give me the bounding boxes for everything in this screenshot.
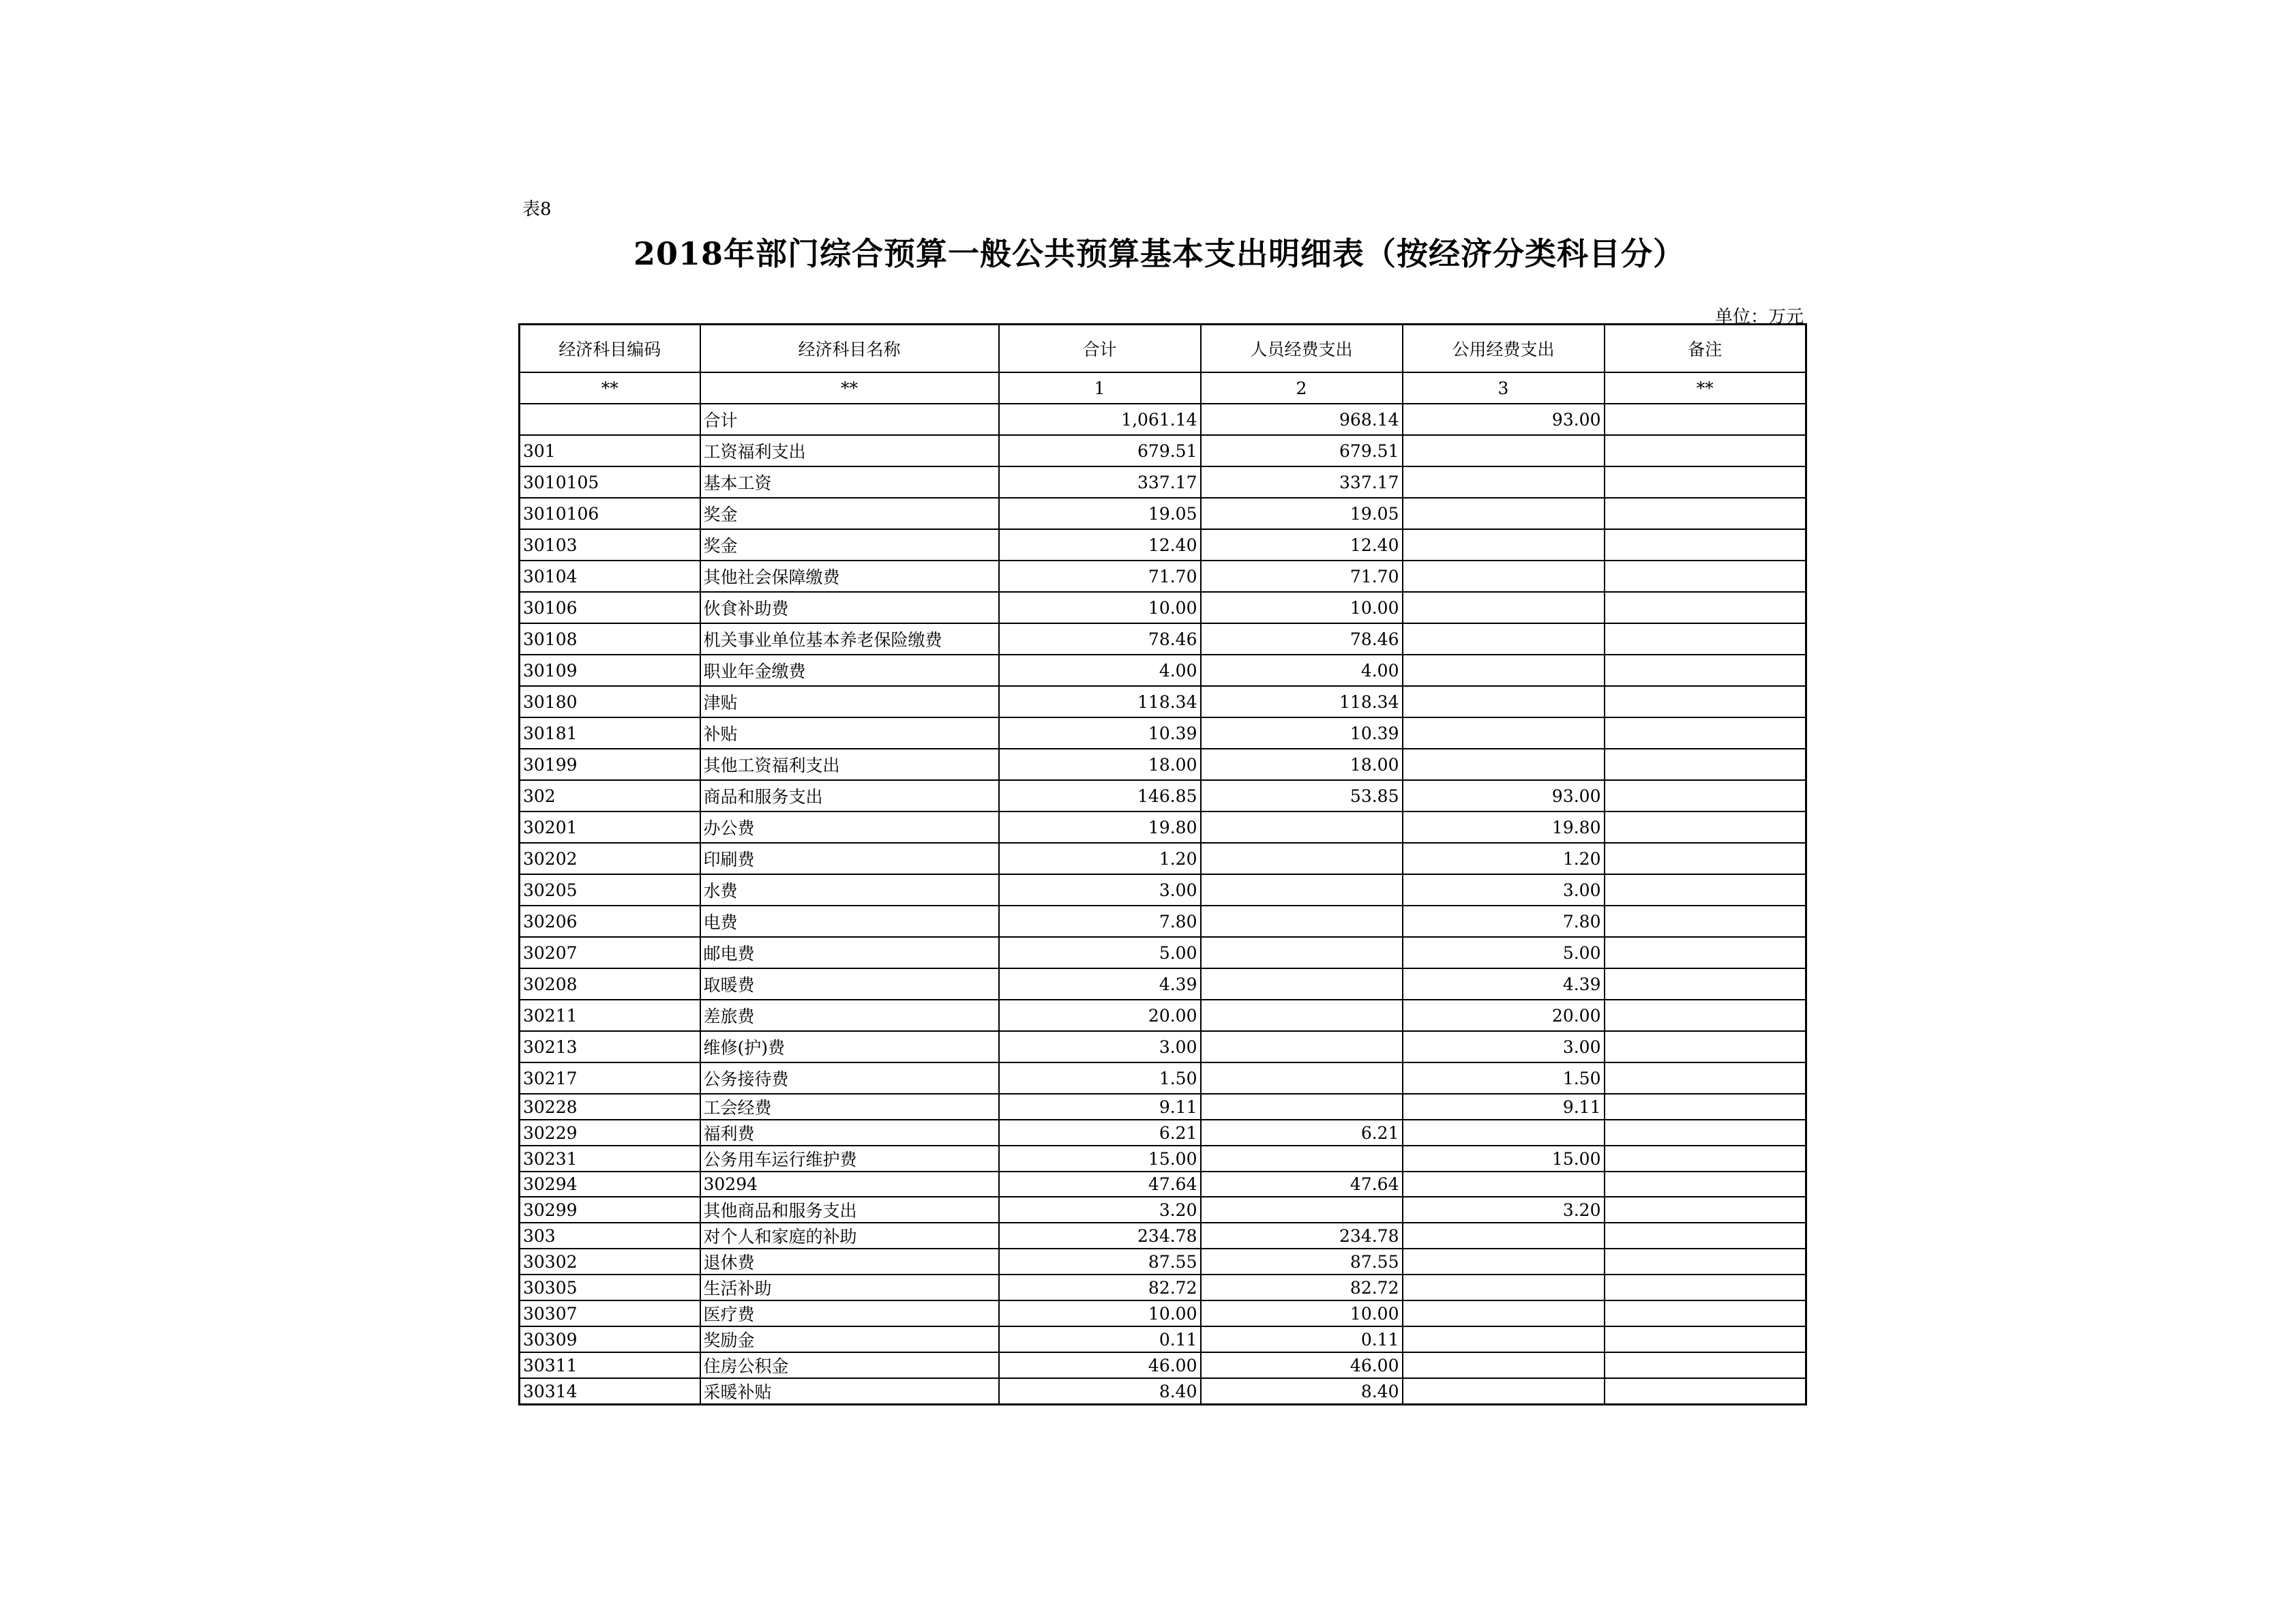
public-cell: 7.80	[1403, 906, 1605, 937]
code-cell: 30211	[520, 1000, 700, 1031]
table-row	[520, 1197, 1806, 1223]
note-cell	[1605, 623, 1806, 655]
personnel-cell: 53.85	[1201, 780, 1403, 812]
note-cell	[1605, 1146, 1806, 1172]
name-cell: 机关事业单位基本养老保险缴费	[700, 623, 999, 655]
personnel-cell	[1201, 812, 1403, 843]
table-row	[520, 906, 1806, 937]
public-cell: 3.20	[1403, 1197, 1605, 1223]
public-cell	[1403, 435, 1605, 466]
name-cell: 工会经费	[700, 1094, 999, 1120]
name-cell: 维修(护)费	[700, 1031, 999, 1062]
table-row	[520, 686, 1806, 717]
public-cell: 5.00	[1403, 937, 1605, 968]
table-row	[520, 435, 1806, 466]
public-cell	[1403, 623, 1605, 655]
total-cell: 15.00	[999, 1146, 1201, 1172]
public-cell	[1403, 1300, 1605, 1326]
name-cell: 公务用车运行维护费	[700, 1146, 999, 1172]
note-cell	[1605, 561, 1806, 592]
name-cell: 退休费	[700, 1249, 999, 1275]
total-cell: 7.80	[999, 906, 1201, 937]
personnel-cell: 968.14	[1201, 404, 1403, 435]
note-cell	[1605, 1326, 1806, 1352]
code-cell: 30213	[520, 1031, 700, 1062]
table-row	[520, 1000, 1806, 1031]
personnel-cell: 82.72	[1201, 1275, 1403, 1300]
public-cell: 93.00	[1403, 404, 1605, 435]
public-cell: 1.50	[1403, 1062, 1605, 1094]
total-cell: 46.00	[999, 1352, 1201, 1378]
personnel-cell: 0.11	[1201, 1326, 1403, 1352]
name-cell: 奖金	[700, 529, 999, 561]
public-cell	[1403, 1249, 1605, 1275]
code-cell: 302	[520, 780, 700, 812]
personnel-cell: 12.40	[1201, 529, 1403, 561]
column-index-cell: **	[700, 372, 999, 404]
note-cell	[1605, 1172, 1806, 1197]
column-header-note: 备注	[1605, 325, 1806, 373]
table-row	[520, 1223, 1806, 1249]
code-cell: 30201	[520, 812, 700, 843]
note-cell	[1605, 1094, 1806, 1120]
code-cell: 301	[520, 435, 700, 466]
total-cell: 146.85	[999, 780, 1201, 812]
table-row	[520, 1120, 1806, 1146]
column-index-cell: **	[1605, 372, 1806, 404]
total-cell: 3.00	[999, 1031, 1201, 1062]
note-cell	[1605, 1378, 1806, 1405]
name-cell: 生活补助	[700, 1275, 999, 1300]
table-row	[520, 1062, 1806, 1094]
table-row	[520, 498, 1806, 529]
note-cell	[1605, 1300, 1806, 1326]
name-cell: 职业年金缴费	[700, 655, 999, 686]
personnel-cell: 18.00	[1201, 749, 1403, 780]
note-cell	[1605, 937, 1806, 968]
personnel-cell: 19.05	[1201, 498, 1403, 529]
code-cell: 30231	[520, 1146, 700, 1172]
personnel-cell: 47.64	[1201, 1172, 1403, 1197]
total-cell: 0.11	[999, 1326, 1201, 1352]
name-cell: 其他工资福利支出	[700, 749, 999, 780]
table-row	[520, 1352, 1806, 1378]
table-row	[520, 717, 1806, 749]
personnel-cell: 71.70	[1201, 561, 1403, 592]
personnel-cell: 46.00	[1201, 1352, 1403, 1378]
personnel-cell	[1201, 937, 1403, 968]
column-header-public: 公用经费支出	[1403, 325, 1605, 373]
note-cell	[1605, 435, 1806, 466]
note-cell	[1605, 592, 1806, 623]
table-row	[520, 1300, 1806, 1326]
code-cell: 30294	[520, 1172, 700, 1197]
note-cell	[1605, 466, 1806, 498]
public-cell	[1403, 1120, 1605, 1146]
table-row	[520, 1172, 1806, 1197]
name-cell: 水费	[700, 874, 999, 906]
code-cell: 30108	[520, 623, 700, 655]
public-cell	[1403, 529, 1605, 561]
total-cell: 47.64	[999, 1172, 1201, 1197]
table-row	[520, 466, 1806, 498]
public-cell	[1403, 561, 1605, 592]
code-cell: 30207	[520, 937, 700, 968]
budget-table	[518, 323, 1807, 1405]
total-cell: 679.51	[999, 435, 1201, 466]
name-cell: 其他商品和服务支出	[700, 1197, 999, 1223]
personnel-cell: 6.21	[1201, 1120, 1403, 1146]
code-cell: 30180	[520, 686, 700, 717]
total-cell: 19.80	[999, 812, 1201, 843]
note-cell	[1605, 812, 1806, 843]
personnel-cell	[1201, 1094, 1403, 1120]
name-cell: 医疗费	[700, 1300, 999, 1326]
table-row	[520, 1326, 1806, 1352]
name-cell: 住房公积金	[700, 1352, 999, 1378]
note-cell	[1605, 1000, 1806, 1031]
code-cell: 30229	[520, 1120, 700, 1146]
personnel-cell: 78.46	[1201, 623, 1403, 655]
note-cell	[1605, 1062, 1806, 1094]
total-cell: 1.50	[999, 1062, 1201, 1094]
table-row	[520, 623, 1806, 655]
total-cell: 87.55	[999, 1249, 1201, 1275]
table-row	[520, 592, 1806, 623]
total-cell: 5.00	[999, 937, 1201, 968]
personnel-cell: 10.00	[1201, 1300, 1403, 1326]
column-index-cell: **	[520, 372, 700, 404]
column-index-row	[520, 372, 1806, 404]
note-cell	[1605, 1275, 1806, 1300]
personnel-cell: 337.17	[1201, 466, 1403, 498]
total-cell: 18.00	[999, 749, 1201, 780]
code-cell	[520, 404, 700, 435]
code-cell: 30205	[520, 874, 700, 906]
personnel-cell	[1201, 1000, 1403, 1031]
code-cell: 30206	[520, 906, 700, 937]
table-row	[520, 404, 1806, 435]
personnel-cell	[1201, 1197, 1403, 1223]
table-row	[520, 655, 1806, 686]
public-cell	[1403, 1275, 1605, 1300]
public-cell: 93.00	[1403, 780, 1605, 812]
note-cell	[1605, 1031, 1806, 1062]
code-cell: 3010105	[520, 466, 700, 498]
public-cell: 9.11	[1403, 1094, 1605, 1120]
code-cell: 30299	[520, 1197, 700, 1223]
personnel-cell	[1201, 906, 1403, 937]
note-cell	[1605, 686, 1806, 717]
public-cell: 1.20	[1403, 843, 1605, 874]
name-cell: 差旅费	[700, 1000, 999, 1031]
public-cell	[1403, 686, 1605, 717]
column-index-cell: 3	[1403, 372, 1605, 404]
total-cell: 6.21	[999, 1120, 1201, 1146]
name-cell: 工资福利支出	[700, 435, 999, 466]
code-cell: 30217	[520, 1062, 700, 1094]
name-cell: 30294	[700, 1172, 999, 1197]
total-cell: 78.46	[999, 623, 1201, 655]
code-cell: 30311	[520, 1352, 700, 1378]
table-row	[520, 812, 1806, 843]
table-row	[520, 749, 1806, 780]
total-cell: 234.78	[999, 1223, 1201, 1249]
name-cell: 其他社会保障缴费	[700, 561, 999, 592]
public-cell	[1403, 655, 1605, 686]
public-cell: 19.80	[1403, 812, 1605, 843]
table-body	[520, 404, 1806, 1405]
note-cell	[1605, 906, 1806, 937]
name-cell: 印刷费	[700, 843, 999, 874]
name-cell: 基本工资	[700, 466, 999, 498]
personnel-cell	[1201, 1031, 1403, 1062]
total-cell: 3.20	[999, 1197, 1201, 1223]
code-cell: 30228	[520, 1094, 700, 1120]
public-cell	[1403, 1378, 1605, 1405]
name-cell: 商品和服务支出	[700, 780, 999, 812]
table-row	[520, 968, 1806, 1000]
public-cell: 3.00	[1403, 874, 1605, 906]
table-row	[520, 1378, 1806, 1405]
total-cell: 337.17	[999, 466, 1201, 498]
name-cell: 合计	[700, 404, 999, 435]
name-cell: 采暖补贴	[700, 1378, 999, 1405]
public-cell	[1403, 1326, 1605, 1352]
code-cell: 30199	[520, 749, 700, 780]
total-cell: 10.00	[999, 592, 1201, 623]
public-cell: 20.00	[1403, 1000, 1605, 1031]
total-cell: 4.39	[999, 968, 1201, 1000]
code-cell: 30104	[520, 561, 700, 592]
name-cell: 奖金	[700, 498, 999, 529]
code-cell: 30181	[520, 717, 700, 749]
name-cell: 伙食补助费	[700, 592, 999, 623]
name-cell: 福利费	[700, 1120, 999, 1146]
code-cell: 30106	[520, 592, 700, 623]
note-cell	[1605, 843, 1806, 874]
public-cell	[1403, 1352, 1605, 1378]
table-row	[520, 1146, 1806, 1172]
total-cell: 20.00	[999, 1000, 1201, 1031]
total-cell: 71.70	[999, 561, 1201, 592]
total-cell: 1,061.14	[999, 404, 1201, 435]
column-index-cell: 2	[1201, 372, 1403, 404]
personnel-cell	[1201, 843, 1403, 874]
public-cell: 15.00	[1403, 1146, 1605, 1172]
name-cell: 补贴	[700, 717, 999, 749]
personnel-cell: 8.40	[1201, 1378, 1403, 1405]
name-cell: 津贴	[700, 686, 999, 717]
public-cell	[1403, 1172, 1605, 1197]
public-cell	[1403, 749, 1605, 780]
personnel-cell: 234.78	[1201, 1223, 1403, 1249]
public-cell: 3.00	[1403, 1031, 1605, 1062]
personnel-cell: 118.34	[1201, 686, 1403, 717]
table-row	[520, 874, 1806, 906]
document-title: 2018年部门综合预算一般公共预算基本支出明细表（按经济分类科目分）	[633, 235, 1686, 272]
total-cell: 19.05	[999, 498, 1201, 529]
total-cell: 82.72	[999, 1275, 1201, 1300]
code-cell: 30307	[520, 1300, 700, 1326]
name-cell: 公务接待费	[700, 1062, 999, 1094]
table-label: 表8	[522, 199, 552, 220]
table-row	[520, 1275, 1806, 1300]
code-cell: 30202	[520, 843, 700, 874]
note-cell	[1605, 1197, 1806, 1223]
personnel-cell	[1201, 1062, 1403, 1094]
name-cell: 对个人和家庭的补助	[700, 1223, 999, 1249]
total-cell: 118.34	[999, 686, 1201, 717]
public-cell	[1403, 592, 1605, 623]
total-cell: 10.39	[999, 717, 1201, 749]
code-cell: 30208	[520, 968, 700, 1000]
name-cell: 办公费	[700, 812, 999, 843]
code-cell: 30109	[520, 655, 700, 686]
personnel-cell	[1201, 874, 1403, 906]
column-header-code: 经济科目编码	[520, 325, 700, 373]
code-cell: 3010106	[520, 498, 700, 529]
note-cell	[1605, 498, 1806, 529]
code-cell: 30305	[520, 1275, 700, 1300]
code-cell: 30309	[520, 1326, 700, 1352]
table-row	[520, 780, 1806, 812]
code-cell: 30314	[520, 1378, 700, 1405]
note-cell	[1605, 717, 1806, 749]
column-header-name: 经济科目名称	[700, 325, 999, 373]
note-cell	[1605, 1223, 1806, 1249]
column-header-personnel: 人员经费支出	[1201, 325, 1403, 373]
code-cell: 303	[520, 1223, 700, 1249]
name-cell: 电费	[700, 906, 999, 937]
note-cell	[1605, 874, 1806, 906]
public-cell	[1403, 498, 1605, 529]
header-row	[520, 325, 1806, 373]
personnel-cell	[1201, 1146, 1403, 1172]
note-cell	[1605, 655, 1806, 686]
note-cell	[1605, 968, 1806, 1000]
total-cell: 12.40	[999, 529, 1201, 561]
column-index-cell: 1	[999, 372, 1201, 404]
column-header-total: 合计	[999, 325, 1201, 373]
public-cell	[1403, 1223, 1605, 1249]
total-cell: 4.00	[999, 655, 1201, 686]
note-cell	[1605, 1249, 1806, 1275]
public-cell: 4.39	[1403, 968, 1605, 1000]
personnel-cell: 10.39	[1201, 717, 1403, 749]
note-cell	[1605, 749, 1806, 780]
note-cell	[1605, 780, 1806, 812]
name-cell: 奖励金	[700, 1326, 999, 1352]
unit-label: 单位：万元	[1714, 307, 1804, 327]
table-row	[520, 529, 1806, 561]
total-cell: 9.11	[999, 1094, 1201, 1120]
table-row	[520, 1249, 1806, 1275]
name-cell: 邮电费	[700, 937, 999, 968]
note-cell	[1605, 1352, 1806, 1378]
note-cell	[1605, 404, 1806, 435]
personnel-cell: 10.00	[1201, 592, 1403, 623]
personnel-cell: 4.00	[1201, 655, 1403, 686]
name-cell: 取暖费	[700, 968, 999, 1000]
code-cell: 30302	[520, 1249, 700, 1275]
personnel-cell: 87.55	[1201, 1249, 1403, 1275]
total-cell: 8.40	[999, 1378, 1201, 1405]
total-cell: 3.00	[999, 874, 1201, 906]
table-row	[520, 1031, 1806, 1062]
total-cell: 10.00	[999, 1300, 1201, 1326]
note-cell	[1605, 529, 1806, 561]
table-row	[520, 1094, 1806, 1120]
personnel-cell: 679.51	[1201, 435, 1403, 466]
table-row	[520, 937, 1806, 968]
table-row	[520, 843, 1806, 874]
public-cell	[1403, 466, 1605, 498]
total-cell: 1.20	[999, 843, 1201, 874]
note-cell	[1605, 1120, 1806, 1146]
public-cell	[1403, 717, 1605, 749]
code-cell: 30103	[520, 529, 700, 561]
personnel-cell	[1201, 968, 1403, 1000]
table-row	[520, 561, 1806, 592]
